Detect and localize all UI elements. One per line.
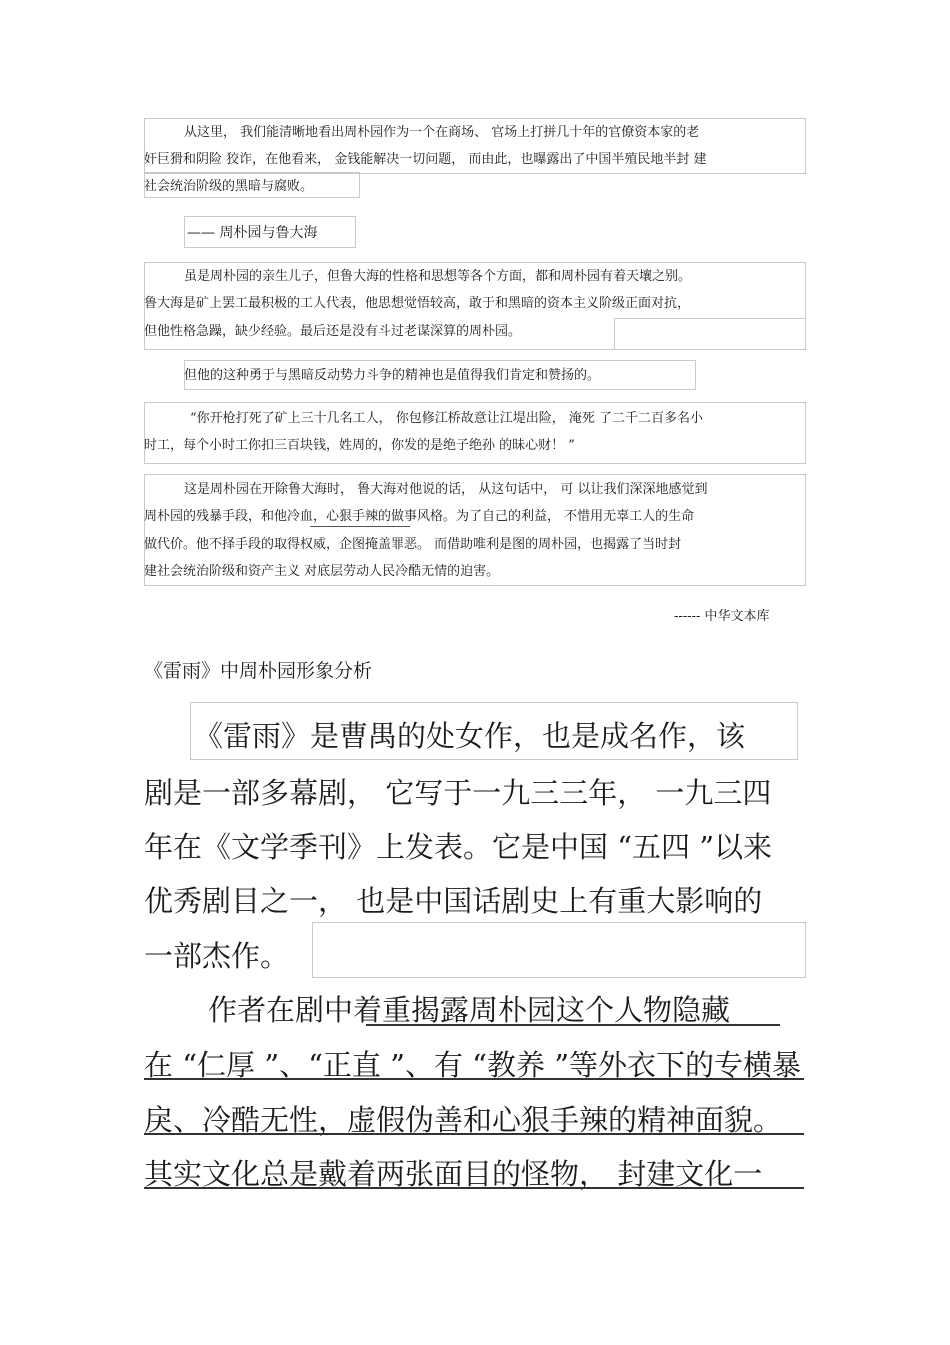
paragraph-line: 社会统治阶级的黑暗与腐败。 [144,179,314,194]
paragraph-line: 这是周朴园在开除鲁大海时， 鲁大海对他说的话， 从这句话中， 可 以让我们深深地感觉到 [184,482,708,497]
paragraph-line: 剧是一部多幕剧， 它写于一九三三年， 一九三四 [144,776,772,810]
paragraph-line: 虽是周朴园的亲生儿子，但鲁大海的性格和思想等各个方面，都和周朴园有着天壤之别。 [184,269,692,284]
paragraph-line: 其实文化总是戴着两张面目的怪物， 封建文化一 [144,1157,763,1191]
underline [144,1187,804,1189]
paragraph-line: 但他性格急躁，缺少经验。最后还是没有斗过老谋深算的周朴园。 [144,324,522,339]
scan-box [312,922,806,978]
paragraph-line: 在 “仁厚 ”、“正直 ”、有 “教养 ”等外衣下的专横暴 [144,1048,802,1082]
article-title: 《雷雨》中周朴园形象分析 [144,660,373,682]
paragraph-line: 从这里， 我们能清晰地看出周朴园作为一个在商场、 官场上打拼几十年的官僚资本家的老 [184,125,700,140]
underline [310,526,410,527]
underline [144,1078,804,1080]
scan-box [614,318,806,350]
underline [366,1024,780,1026]
paragraph-line: 奸巨猾和阴险 狡诈，在他看来， 金钱能解决一切问题， 而由此，也曝露出了中国半殖民地半封 建 [144,152,707,167]
paragraph-line: 做代价。他不择手段的取得权威，企图掩盖罪恶。 而借助唯利是图的周朴园，也揭露了当时封 [144,537,682,552]
paragraph-line: 鲁大海是矿上罢工最积极的工人代表，他思想觉悟较高，敢于和黑暗的资本主义阶级正面对抗， [144,296,691,311]
underline [144,1133,804,1135]
paragraph-line: 戾、冷酷无性，虚假伪善和心狠手辣的精神面貌。 [144,1103,783,1137]
quote-line: “你开枪打死了矿上三十几名工人， 你包修江桥故意让江堤出险， 淹死 了二千二百多名小 [190,411,704,426]
paragraph-line: 优秀剧目之一， 也是中国话剧史上有重大影响的 [144,884,763,918]
paragraph-line: 年在《文学季刊》上发表。它是中国 “五四 ”以来 [144,830,773,864]
paragraph-line: 但他的这种勇于与黑暗反动势力斗争的精神也是值得我们肯定和赞扬的。 [184,368,601,383]
paragraph-line: 作者在剧中着重揭露周朴园这个人物隐藏 [208,993,731,1027]
paragraph-line: 一部杰作。 [144,939,290,973]
paragraph-line: 建社会统治阶级和资产主义 对底层劳动人民冷酷无情的迫害。 [144,564,500,579]
paragraph-line: 《雷雨》是曹禺的处女作，也是成名作，该 [194,719,746,753]
source-citation: —— 周朴园与鲁大海 [187,225,318,241]
source-citation: ------ 中华文本库 [674,609,770,624]
paragraph-line: 周朴园的残暴手段，和他冷血，心狠手辣的做事风格。为了自己的利益， 不惜用无辜工人的生命 [144,509,695,524]
quote-line: 时工，每个小时工你扣三百块钱，姓周的，你发的是绝子绝孙 的昧心财！ ” [144,438,575,453]
